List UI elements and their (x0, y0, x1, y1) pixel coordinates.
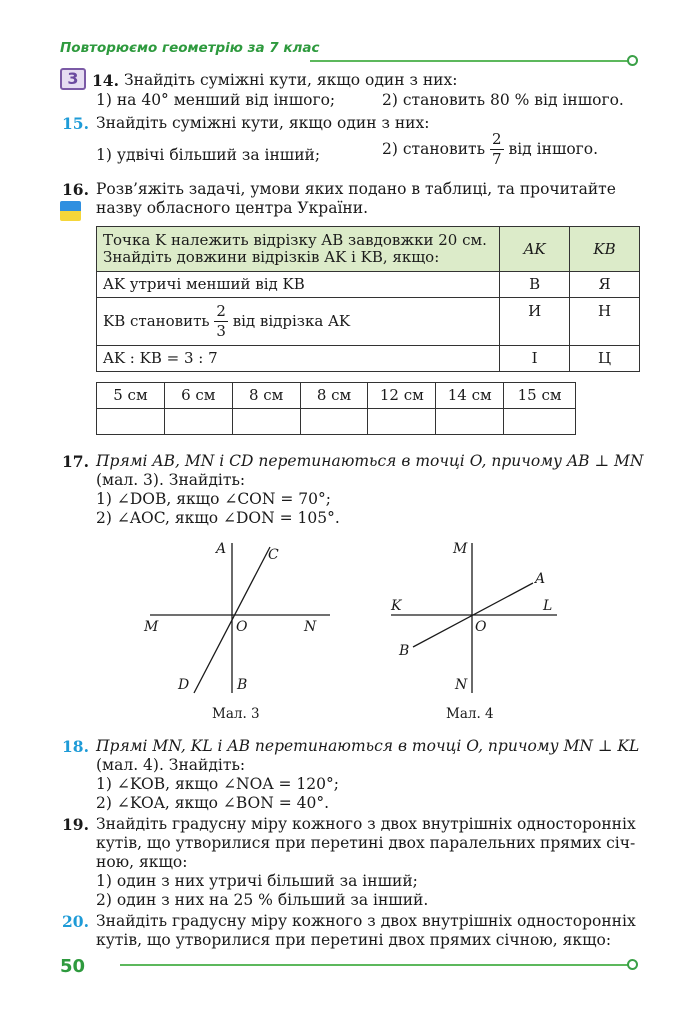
problem-19-number: 19. (62, 815, 89, 834)
problem-17-question-1: 1) ∠DOB, якщо ∠CON = 70°; (96, 490, 331, 508)
problem-16-table (96, 226, 640, 372)
table-row-2-condition: KB становить $\frac{2}{3}$ від відрізка AK (97, 298, 500, 346)
table-row-2-ak: И (500, 298, 570, 346)
problem-14-number: 14. (92, 71, 119, 90)
header-rule (310, 60, 628, 62)
answer-blank (300, 409, 368, 435)
problem-18-question-1: 1) ∠KOB, якщо ∠NOA = 120°; (96, 775, 339, 793)
table-col-kb: KB (570, 227, 640, 272)
label-b: B (399, 643, 410, 659)
table-row-1-kb: Я (570, 272, 640, 298)
table-row-1-condition: AK утричі менший від KB (97, 272, 500, 298)
header-rule-end-icon (627, 55, 638, 66)
problem-20-line-1: Знайдіть градусну міру кожного з двох внутрішніх односторонніх (96, 912, 636, 930)
problem-15-option-2 (382, 132, 598, 167)
answer-blank (164, 409, 232, 435)
footer-rule (120, 964, 628, 966)
problem-15-number: 15. (62, 114, 89, 133)
answer-cell: 8 см (300, 383, 368, 409)
problem-15-option-2-post: від іншого. (508, 139, 599, 158)
problem-17-question-2: 2) ∠AOC, якщо ∠DON = 105°. (96, 509, 340, 527)
answer-cell: 12 см (368, 383, 436, 409)
label-o: O (236, 619, 248, 635)
label-a: A (216, 541, 227, 557)
answer-table (96, 382, 576, 435)
label-b: B (237, 677, 248, 693)
answer-blank (504, 409, 576, 435)
table-row-2-kb: Н (570, 298, 640, 346)
problem-20-line-2: кутів, що утворилися при перетині двох прямих січною, якщо: (96, 931, 612, 949)
running-header: Повторюємо геометрію за 7 клас (60, 40, 320, 56)
problem-14-option-1: 1) на 40° менший від іншого; (96, 91, 336, 109)
problem-18-line-2: (мал. 4). Знайдіть: (96, 756, 246, 774)
problem-15-text: Знайдіть суміжні кути, якщо один з них: (96, 114, 430, 132)
answer-cell: 15 см (504, 383, 576, 409)
problem-17-line-1: Прямі AB, MN і CD перетинаються в точці O, причому AB ⊥ MN (96, 452, 644, 470)
problem-18-question-2: 2) ∠KOA, якщо ∠BON = 40°. (96, 794, 330, 812)
problem-18-line-1: Прямі MN, KL і AB перетинаються в точці O, причому MN ⊥ KL (96, 737, 640, 755)
label-l: L (543, 598, 553, 614)
label-m: M (144, 619, 159, 635)
difficulty-badge: 3 (60, 68, 86, 90)
problem-17-line-2: (мал. 3). Знайдіть: (96, 471, 246, 489)
problem-14-option-2: 2) становить 80 % від іншого. (382, 91, 624, 109)
answer-cell: 8 см (232, 383, 300, 409)
label-c: C (268, 547, 279, 563)
problem-19-question-1: 1) один з них утричі більший за інший; (96, 872, 418, 890)
figure-4 (385, 535, 565, 700)
page-number: 50 (60, 956, 86, 977)
figure-3 (140, 535, 340, 700)
label-n: N (304, 619, 317, 635)
problem-19-line-2: кутів, що утворилися при перетині двох паралельних прямих січ- (96, 834, 636, 852)
figure-3-caption: Мал. 3 (212, 706, 260, 722)
answer-cell: 5 см (97, 383, 165, 409)
answer-cell: 6 см (164, 383, 232, 409)
fraction-2-3: $\frac{2}{3}$ (216, 302, 226, 340)
table-row-3-kb: Ц (570, 346, 640, 372)
problem-14-text: Знайдіть суміжні кути, якщо один з них: (124, 71, 458, 89)
problem-19-line-3: ною, якщо: (96, 853, 188, 871)
problem-16-number: 16. (62, 180, 89, 199)
footer-rule-end-icon (627, 959, 638, 970)
answer-blank (97, 409, 165, 435)
fraction-2-7: $\frac{2}{7}$ (492, 130, 502, 168)
label-d: D (178, 677, 190, 693)
problem-18-number: 18. (62, 737, 89, 756)
label-k: K (391, 598, 402, 614)
label-a: A (535, 571, 546, 587)
problem-15-option-2-pre: 2) становить (382, 139, 486, 158)
problem-15-option-1: 1) удвічі більший за інший; (96, 146, 321, 164)
problem-16-line-2: назву обласного центра України. (96, 199, 369, 217)
table-row-1-ak: В (500, 272, 570, 298)
problem-16-line-1: Розв’яжіть задачі, умови яких подано в таблиці, та прочитайте (96, 180, 616, 198)
ukraine-flag-icon (60, 201, 81, 221)
label-n: N (455, 677, 468, 693)
problem-19-line-1: Знайдіть градусну міру кожного з двох внутрішніх односторонніх (96, 815, 636, 833)
table-condition-header: Точка K належить відрізку AB завдовжки 20 см. Знайдіть довжини відрізків AK і KB, якщо: (97, 227, 500, 272)
table-col-ak: AK (500, 227, 570, 272)
answer-blank (368, 409, 436, 435)
label-m: M (453, 541, 468, 557)
table-row-3-ak: І (500, 346, 570, 372)
answer-cell: 14 см (436, 383, 504, 409)
answer-blank (232, 409, 300, 435)
problem-19-question-2: 2) один з них на 25 % більший за інший. (96, 891, 429, 909)
answer-blank (436, 409, 504, 435)
table-row-3-condition: AK : KB = 3 : 7 (97, 346, 500, 372)
problem-17-number: 17. (62, 452, 89, 471)
figure-4-caption: Мал. 4 (446, 706, 494, 722)
problem-20-number: 20. (62, 912, 89, 931)
label-o: O (475, 619, 487, 635)
